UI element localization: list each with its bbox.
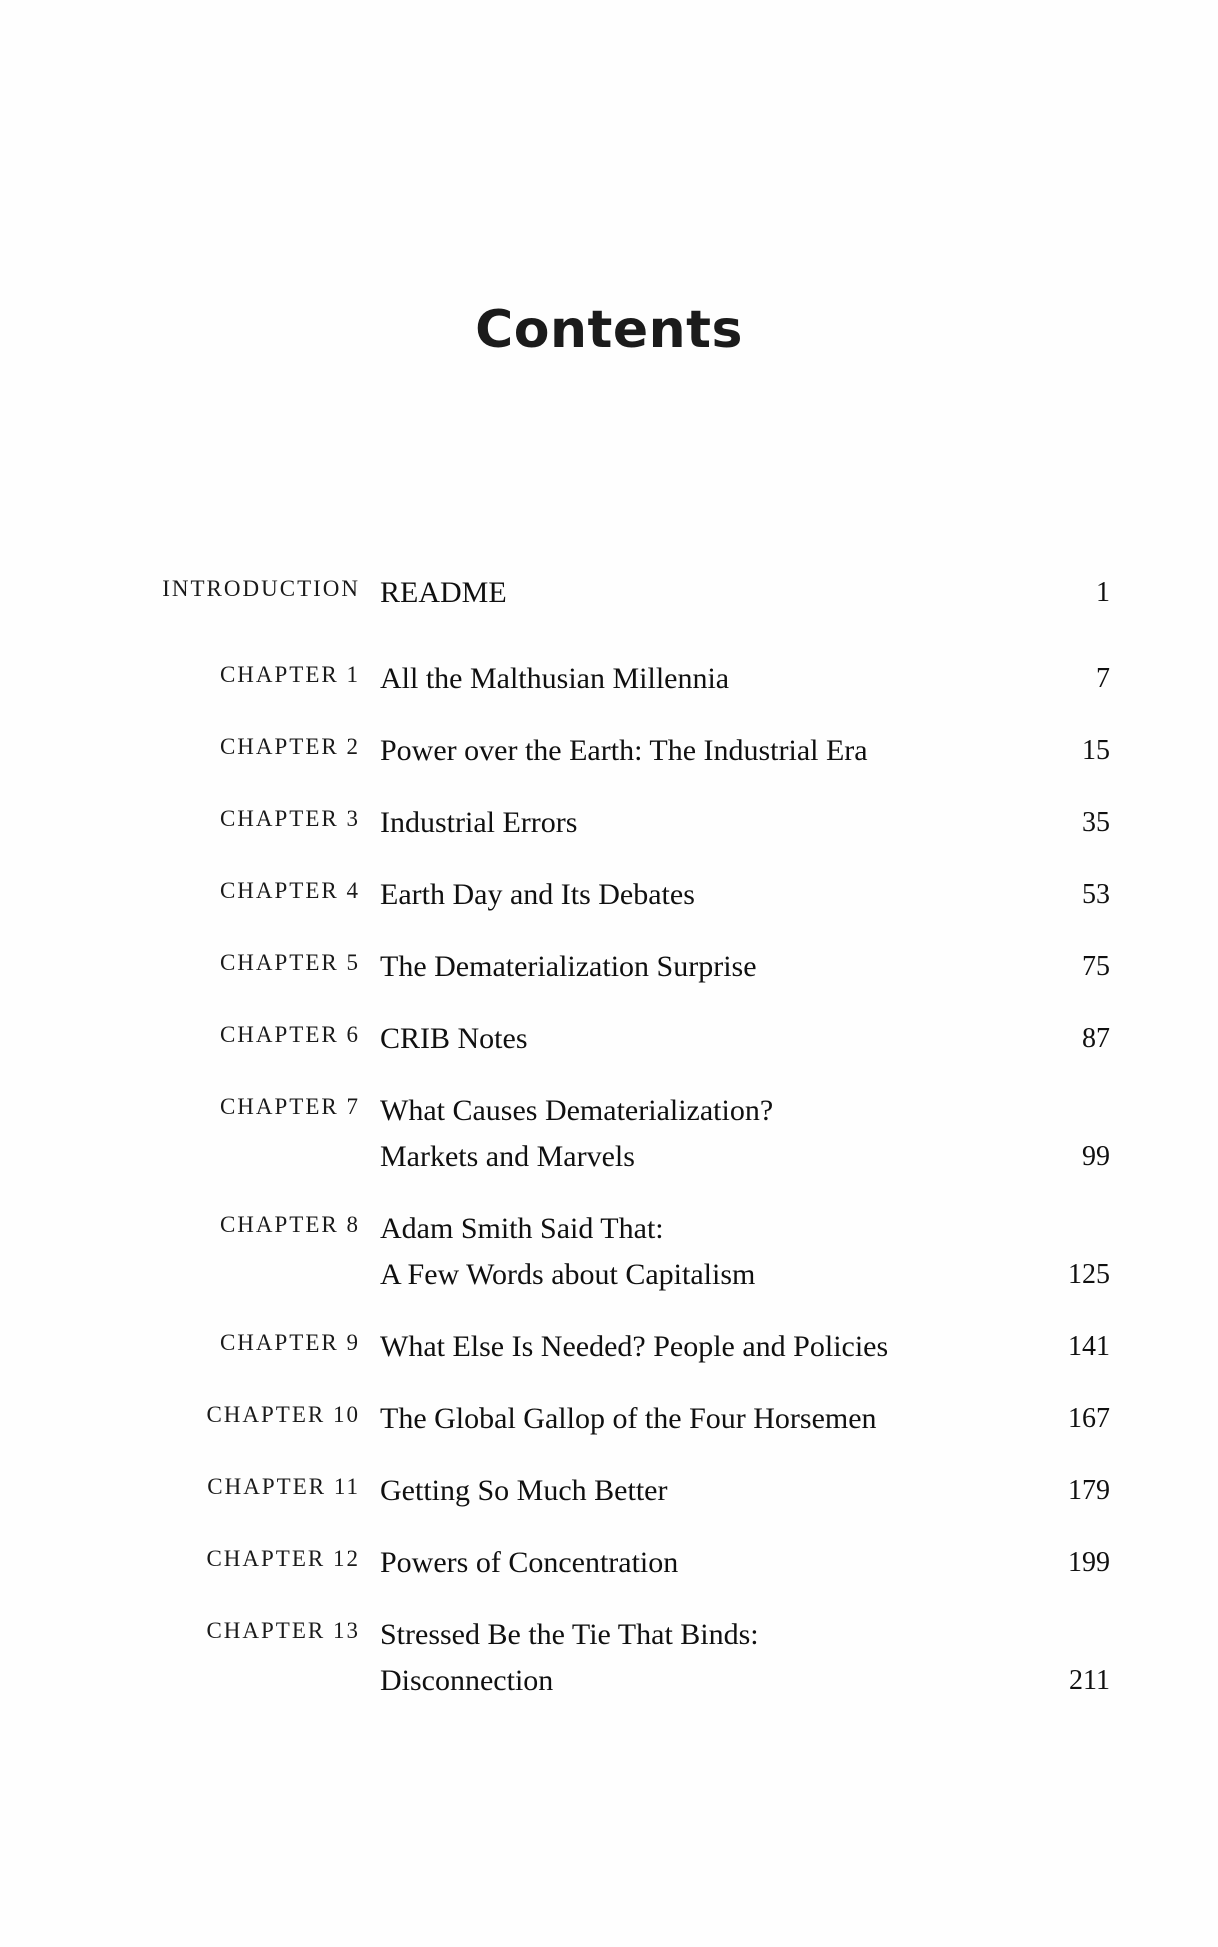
toc-entry-label: CHAPTER 1 bbox=[219, 662, 360, 687]
toc-entry[interactable] bbox=[110, 1088, 1110, 1180]
toc-entry[interactable] bbox=[110, 1396, 1110, 1442]
toc-entry-title: The Dematerialization Surprise bbox=[380, 950, 757, 983]
toc-entry-label: CHAPTER 9 bbox=[219, 1330, 360, 1355]
table-of-contents bbox=[110, 570, 1110, 1730]
toc-entry-page: 15 bbox=[1082, 735, 1110, 766]
toc-entry[interactable] bbox=[110, 656, 1110, 702]
toc-entry-label: INTRODUCTION bbox=[162, 576, 360, 601]
toc-entry-title-line1: Adam Smith Said That: bbox=[380, 1212, 664, 1245]
toc-entry-label: CHAPTER 5 bbox=[219, 950, 360, 975]
toc-entry[interactable] bbox=[110, 1612, 1110, 1704]
toc-entry-title: What Else Is Needed? People and Policies bbox=[380, 1330, 889, 1363]
toc-entry-page: 199 bbox=[1068, 1547, 1110, 1578]
page-title: Contents bbox=[475, 300, 743, 360]
toc-entry-title-line1: What Causes Dematerialization? bbox=[380, 1094, 774, 1127]
toc-entry-title bbox=[380, 1612, 1030, 1704]
toc-entry-title: README bbox=[380, 576, 507, 609]
toc-entry-label: CHAPTER 6 bbox=[219, 1022, 360, 1047]
toc-entry[interactable] bbox=[110, 728, 1110, 774]
toc-entry-title: Powers of Concentration bbox=[380, 1546, 679, 1579]
toc-entry-title-line2: Disconnection bbox=[380, 1664, 554, 1697]
toc-entry-page: 211 bbox=[1069, 1665, 1110, 1696]
toc-entry[interactable] bbox=[110, 1324, 1110, 1370]
toc-entry-label: CHAPTER 8 bbox=[219, 1212, 360, 1237]
toc-entry-label: CHAPTER 11 bbox=[207, 1474, 360, 1499]
toc-entry-page: 53 bbox=[1082, 879, 1110, 910]
toc-entry-label: CHAPTER 4 bbox=[219, 878, 360, 903]
toc-entry[interactable] bbox=[110, 570, 1110, 616]
toc-entry-title: Power over the Earth: The Industrial Era bbox=[380, 734, 868, 767]
toc-entry-title bbox=[380, 1206, 1030, 1298]
toc-entry-page: 125 bbox=[1068, 1259, 1110, 1290]
toc-entry-title bbox=[380, 1088, 1030, 1180]
toc-entry[interactable] bbox=[110, 944, 1110, 990]
toc-entry[interactable] bbox=[110, 1540, 1110, 1586]
toc-entry-title-line2: Markets and Marvels bbox=[380, 1140, 635, 1173]
toc-entry-page: 167 bbox=[1068, 1403, 1110, 1434]
toc-entry-title: The Global Gallop of the Four Horsemen bbox=[380, 1402, 877, 1435]
toc-entry-title-line2: A Few Words about Capitalism bbox=[380, 1258, 756, 1291]
toc-entry-label: CHAPTER 3 bbox=[219, 806, 360, 831]
toc-entry-page: 87 bbox=[1082, 1023, 1110, 1054]
toc-entry-label: CHAPTER 7 bbox=[219, 1094, 360, 1119]
toc-entry-title: All the Malthusian Millennia bbox=[380, 662, 730, 695]
toc-entry-label: CHAPTER 12 bbox=[206, 1546, 360, 1571]
toc-entry-label: CHAPTER 10 bbox=[206, 1402, 360, 1427]
toc-entry-page: 1 bbox=[1096, 577, 1110, 608]
toc-entry-title: Getting So Much Better bbox=[380, 1474, 668, 1507]
toc-entry-title: CRIB Notes bbox=[380, 1022, 528, 1055]
toc-entry-page: 35 bbox=[1082, 807, 1110, 838]
toc-entry-title: Earth Day and Its Debates bbox=[380, 878, 695, 911]
toc-entry-page: 99 bbox=[1082, 1141, 1110, 1172]
toc-entry[interactable] bbox=[110, 872, 1110, 918]
toc-entry-page: 75 bbox=[1082, 951, 1110, 982]
toc-entry-title: Industrial Errors bbox=[380, 806, 578, 839]
toc-entry-page: 179 bbox=[1068, 1475, 1110, 1506]
toc-entry-page: 141 bbox=[1068, 1331, 1110, 1362]
toc-entry-title-line1: Stressed Be the Tie That Binds: bbox=[380, 1618, 759, 1651]
toc-entry[interactable] bbox=[110, 1016, 1110, 1062]
toc-entry[interactable] bbox=[110, 1206, 1110, 1298]
toc-entry[interactable] bbox=[110, 1468, 1110, 1514]
toc-entry-label: CHAPTER 2 bbox=[219, 734, 360, 759]
toc-entry-label: CHAPTER 13 bbox=[206, 1618, 360, 1643]
toc-entry[interactable] bbox=[110, 800, 1110, 846]
toc-entry-page: 7 bbox=[1096, 663, 1110, 694]
